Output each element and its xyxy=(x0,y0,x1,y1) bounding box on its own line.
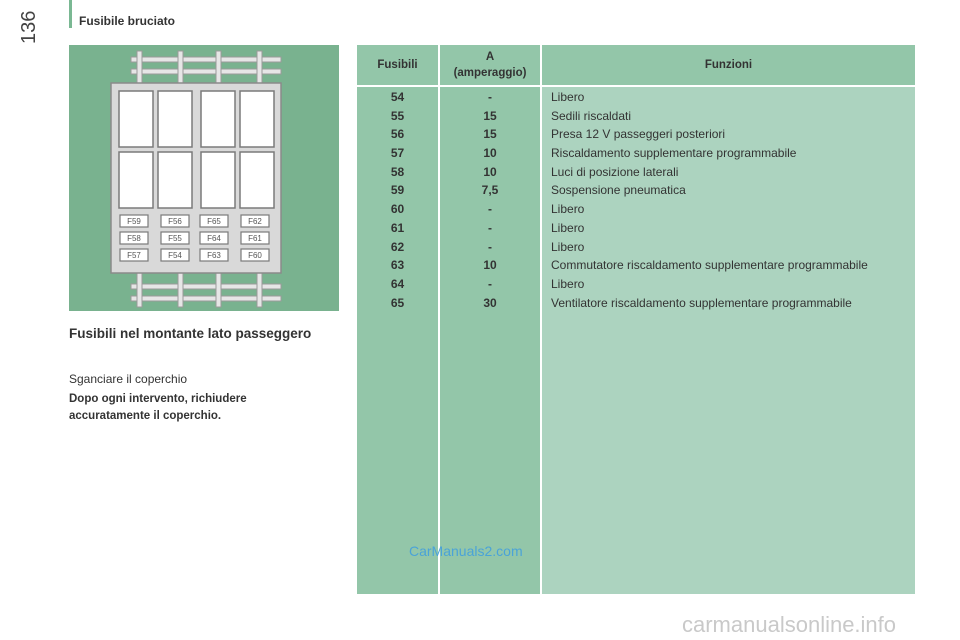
table-row: 60 - Libero xyxy=(390,202,585,217)
table-row: 62 - Libero xyxy=(390,239,585,254)
fuse-label: F58 xyxy=(127,234,141,243)
fuse-label: F64 xyxy=(207,234,221,243)
table-row: 57 10 Riscaldamento supplementare programmabile xyxy=(390,146,797,161)
fuse-label: F65 xyxy=(207,217,221,226)
section-subtitle: Fusibili nel montante lato passeggero xyxy=(69,326,312,341)
instruction-text: Sganciare il coperchio xyxy=(69,372,188,386)
table-row: 54 - Libero xyxy=(390,90,585,104)
fuse-label: F60 xyxy=(248,251,262,260)
fuse-label: F57 xyxy=(127,251,141,260)
table-row: 59 7,5 Sospensione pneumatica xyxy=(390,183,686,198)
section-accent-bar xyxy=(69,0,72,28)
page-number: 136 xyxy=(18,10,40,44)
header-funzioni: Funzioni xyxy=(542,45,915,85)
fuse-table xyxy=(357,45,915,594)
table-row: 64 - Libero xyxy=(390,276,585,291)
table-row: 56 15 Presa 12 V passeggeri posteriori xyxy=(390,127,726,142)
header-amperage: A (amperaggio) xyxy=(440,45,540,85)
fuse-box-diagram xyxy=(69,45,339,311)
fuse-label: F55 xyxy=(168,234,182,243)
table-row: 63 10 Commutatore riscaldamento supplementare programmabile xyxy=(390,258,868,273)
watermark-carmanuals2[interactable]: CarManuals2.com xyxy=(409,543,523,559)
table-row: 61 - Libero xyxy=(390,220,585,235)
table-row: 65 30 Ventilatore riscaldamento supplementare programmabile xyxy=(390,295,852,310)
fuse-label: F63 xyxy=(207,251,221,260)
header-divider xyxy=(357,85,915,87)
fuse-label: F61 xyxy=(248,234,262,243)
table-row: 55 15 Sedili riscaldati xyxy=(390,108,632,123)
table-body xyxy=(357,90,915,314)
fuse-box-illustration xyxy=(69,45,339,311)
watermark-carmanualsonline: carmanualsonline.info xyxy=(682,612,897,637)
fuse-label: F62 xyxy=(248,217,262,226)
fuse-label: F59 xyxy=(127,217,141,226)
section-title: Fusibile bruciato xyxy=(79,14,176,28)
fuse-label: F56 xyxy=(168,217,182,226)
fuse-label: F54 xyxy=(168,251,182,260)
table-row: 58 10 Luci di posizione laterali xyxy=(390,164,679,179)
warning-text: Dopo ogni intervento, richiudere accuratamente il coperchio. xyxy=(69,393,247,422)
header-fusibili: Fusibili xyxy=(357,45,438,85)
